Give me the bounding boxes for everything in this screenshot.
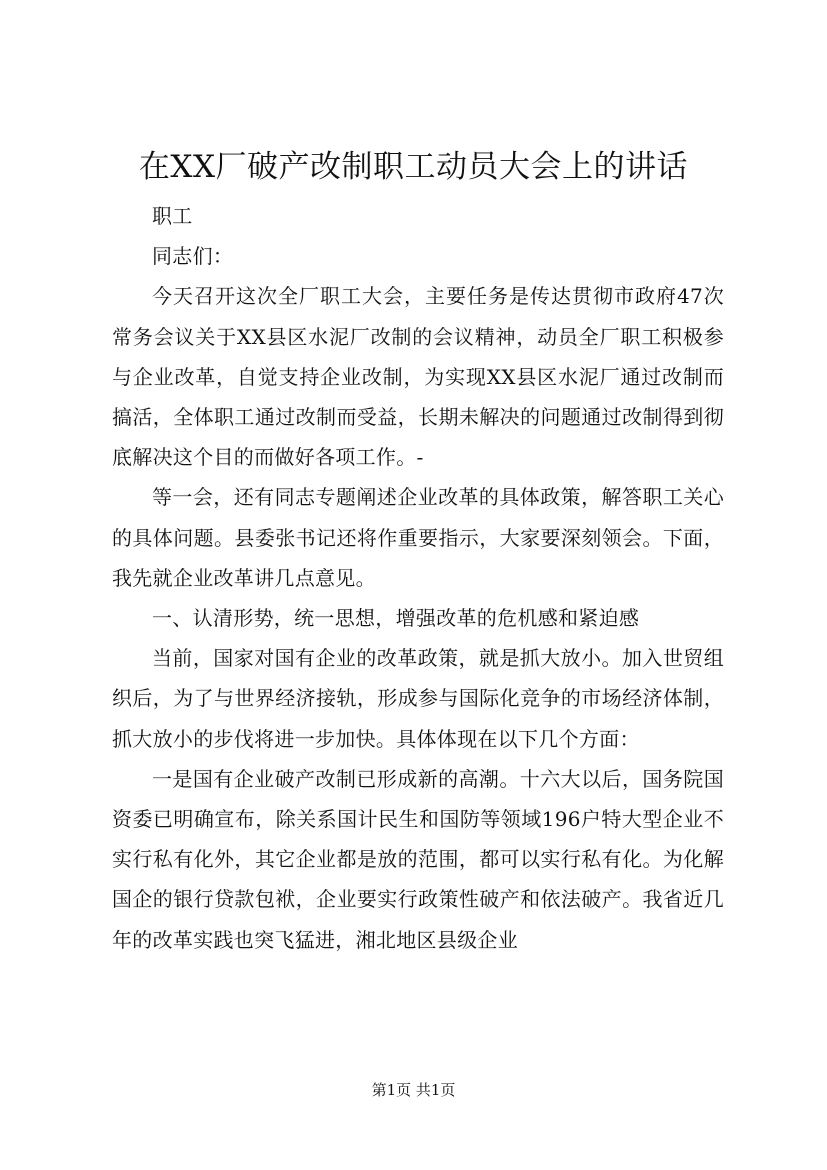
- body-paragraph: 一是国有企业破产改制已形成新的高潮。十六大以后，国务院国资委已明确宣布，除关系国计民生和国防等领域196户特大型企业不实行私有化外，其它企业都是放的范围，都可以实行私有化。为化解国企的银行贷款包袱，企业要实行政策性破产和依法破产。我省近几年的改革实践也突飞猛进，湘北地区县级企业: [112, 766, 724, 952]
- salutation-line: 同志们：: [152, 244, 234, 269]
- salutation-line: 职工: [152, 204, 193, 228]
- section-heading: 一、认清形势，统一思想，增强改革的危机感和紧迫感: [152, 606, 640, 631]
- document-title: 在XX厂破产改制职工动员大会上的讲话: [138, 149, 689, 185]
- body-paragraph: 当前，国家对国有企业的改革政策，就是抓大放小。加入世贸组织后，为了与世界经济接轨，形成参与国际化竞争的市场经济体制，抓大放小的步伐将进一步加快。具体体现在以下几个方面：: [112, 646, 724, 751]
- body-paragraph: 等一会，还有同志专题阐述企业改革的具体政策，解答职工关心的具体问题。县委张书记还将作重要指示，大家要深刻领会。下面，我先就企业改革讲几点意见。: [112, 485, 724, 590]
- page-number-footer: 第1页 共1页: [371, 1081, 456, 1099]
- document-body: [112, 196, 724, 960]
- body-paragraph: 今天召开这次全厂职工大会，主要任务是传达贯彻市政府47次常务会议关于XX县区水泥厂改制的会议精神，动员全厂职工积极参与企业改革，自觉支持企业改制，为实现XX县区水泥厂通过改制而搞活，全体职工通过改制而受益，长期未解决的问题通过改制得到彻底解决这个目的而做好各项工作。-: [112, 284, 724, 470]
